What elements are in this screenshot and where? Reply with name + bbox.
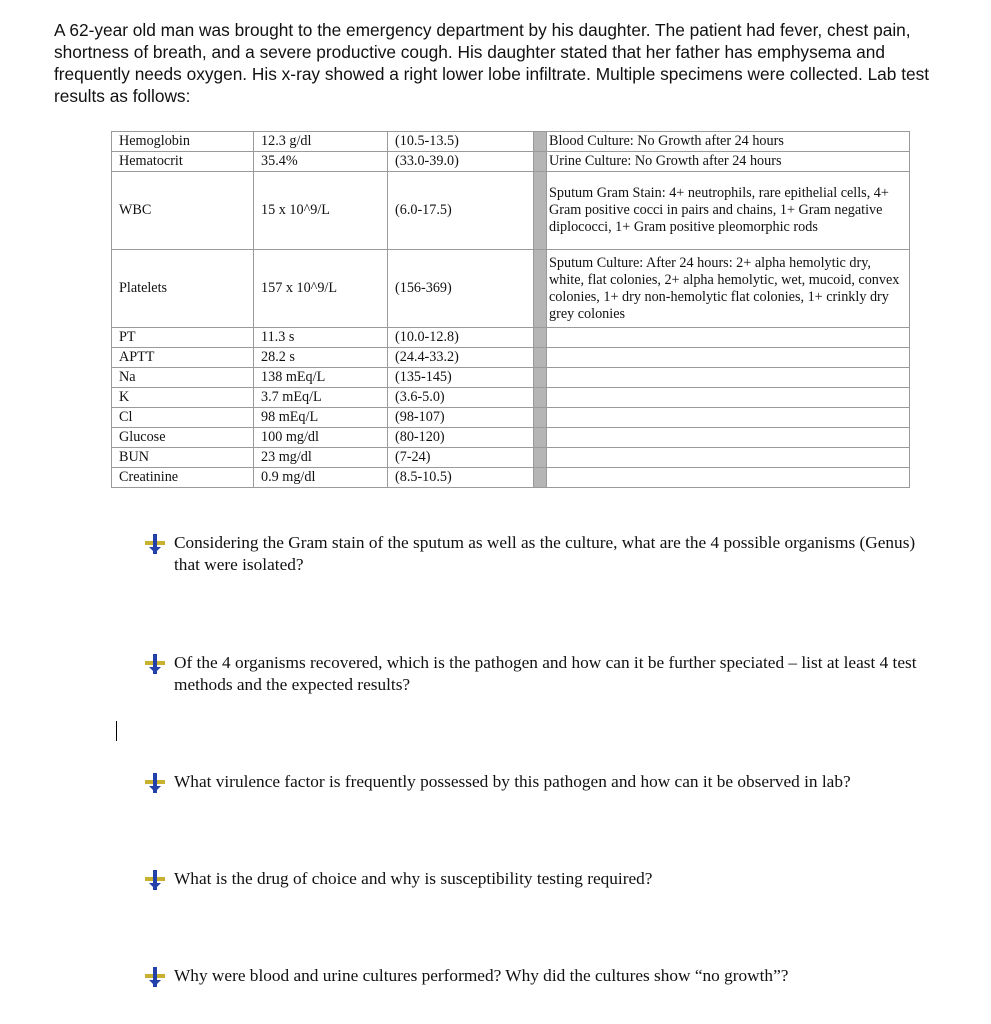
- lab-test-name: Na: [112, 368, 254, 388]
- question-5: [145, 965, 788, 987]
- lab-test-value: 3.7 mEq/L: [254, 388, 388, 408]
- case-description: A 62-year old man was brought to the emergency department by his daughter. The patient had fever, chest pain, shortness of breath, and a severe productive cough. His daughter stated that her father has emphysema and frequently needs oxygen. His x-ray showed a right lower lobe infiltrate. Multiple specimens were collected. Lab test results as follows:: [54, 20, 930, 106]
- separator-cell: [534, 152, 547, 172]
- lab-test-name: APTT: [112, 348, 254, 368]
- lab-test-name: Cl: [112, 408, 254, 428]
- lab-test-value: 28.2 s: [254, 348, 388, 368]
- table-row: [112, 172, 910, 250]
- lab-test-range: (33.0-39.0): [388, 152, 534, 172]
- table-row: [112, 388, 910, 408]
- lab-test-name: Hemoglobin: [112, 132, 254, 152]
- separator-cell: [534, 388, 547, 408]
- lab-test-range: (24.4-33.2): [388, 348, 534, 368]
- plus-bullet-icon: [145, 773, 165, 793]
- separator-cell: [534, 448, 547, 468]
- question-text: Considering the Gram stain of the sputum as well as the culture, what are the 4 possible organisms (Genus) that were isolated?: [174, 533, 916, 574]
- lab-test-value: 138 mEq/L: [254, 368, 388, 388]
- table-row: [112, 250, 910, 328]
- separator-cell: [534, 428, 547, 448]
- lab-test-name: K: [112, 388, 254, 408]
- separator-cell: [534, 468, 547, 488]
- lab-test-range: (3.6-5.0): [388, 388, 534, 408]
- separator-cell: [534, 408, 547, 428]
- separator-cell: [534, 250, 547, 328]
- sputum-gram-stain-result: Sputum Gram Stain: 4+ neutrophils, rare epithelial cells, 4+ Gram positive cocci in pairs and chains, 1+ Gram negative diplococci, 1+ Gram positive pleomorphic rods: [547, 172, 910, 250]
- question-3: [145, 771, 851, 793]
- lab-test-name: Hematocrit: [112, 152, 254, 172]
- lab-test-name: PT: [112, 328, 254, 348]
- lab-test-name: BUN: [112, 448, 254, 468]
- lab-test-range: (6.0-17.5): [388, 172, 534, 250]
- lab-test-value: 15 x 10^9/L: [254, 172, 388, 250]
- lab-test-value: 11.3 s: [254, 328, 388, 348]
- question-4: [145, 868, 652, 890]
- empty-cell: [547, 388, 910, 408]
- sputum-culture-result: Sputum Culture: After 24 hours: 2+ alpha hemolytic dry, white, flat colonies, 2+ alpha hemolytic, wet, mucoid, convex colonies, 1+ dry non-hemolytic flat colonies, 1+ crinkly dry grey colonies: [547, 250, 910, 328]
- lab-test-range: (10.0-12.8): [388, 328, 534, 348]
- lab-test-value: 157 x 10^9/L: [254, 250, 388, 328]
- table-row: [112, 408, 910, 428]
- urine-culture-result: Urine Culture: No Growth after 24 hours: [547, 152, 910, 172]
- separator-cell: [534, 132, 547, 152]
- plus-bullet-icon: [145, 967, 165, 987]
- table-row: [112, 428, 910, 448]
- table-row: [112, 328, 910, 348]
- lab-test-name: Glucose: [112, 428, 254, 448]
- question-text: Of the 4 organisms recovered, which is the pathogen and how can it be further speciated – list at least 4 test methods and the expected results?: [174, 653, 917, 694]
- lab-test-range: (98-107): [388, 408, 534, 428]
- table-row: [112, 152, 910, 172]
- plus-bullet-icon: [145, 534, 165, 554]
- lab-test-value: 35.4%: [254, 152, 388, 172]
- lab-test-range: (10.5-13.5): [388, 132, 534, 152]
- empty-cell: [547, 348, 910, 368]
- empty-cell: [547, 368, 910, 388]
- separator-cell: [534, 328, 547, 348]
- separator-cell: [534, 368, 547, 388]
- text-cursor: [116, 721, 117, 741]
- question-text: Why were blood and urine cultures performed? Why did the cultures show “no growth”?: [174, 966, 789, 985]
- lab-test-value: 23 mg/dl: [254, 448, 388, 468]
- empty-cell: [547, 468, 910, 488]
- plus-bullet-icon: [145, 870, 165, 890]
- lab-test-value: 12.3 g/dl: [254, 132, 388, 152]
- question-1: [145, 532, 934, 576]
- table-row: [112, 348, 910, 368]
- lab-test-name: Creatinine: [112, 468, 254, 488]
- lab-test-value: 100 mg/dl: [254, 428, 388, 448]
- plus-bullet-icon: [145, 654, 165, 674]
- table-row: [112, 132, 910, 152]
- table-row: [112, 468, 910, 488]
- table-row: [112, 448, 910, 468]
- empty-cell: [547, 408, 910, 428]
- lab-test-range: (80-120): [388, 428, 534, 448]
- separator-cell: [534, 172, 547, 250]
- lab-test-value: 98 mEq/L: [254, 408, 388, 428]
- blood-culture-result: Blood Culture: No Growth after 24 hours: [547, 132, 910, 152]
- empty-cell: [547, 448, 910, 468]
- lab-test-range: (7-24): [388, 448, 534, 468]
- lab-results-table: [111, 131, 910, 488]
- separator-cell: [534, 348, 547, 368]
- question-2: [145, 652, 934, 696]
- lab-test-range: (8.5-10.5): [388, 468, 534, 488]
- empty-cell: [547, 428, 910, 448]
- table-row: [112, 368, 910, 388]
- question-text: What is the drug of choice and why is susceptibility testing required?: [174, 869, 653, 888]
- question-text: What virulence factor is frequently possessed by this pathogen and how can it be observed in lab?: [174, 772, 851, 791]
- lab-test-range: (156-369): [388, 250, 534, 328]
- lab-test-range: (135-145): [388, 368, 534, 388]
- empty-cell: [547, 328, 910, 348]
- lab-test-value: 0.9 mg/dl: [254, 468, 388, 488]
- lab-test-name: Platelets: [112, 250, 254, 328]
- lab-test-name: WBC: [112, 172, 254, 250]
